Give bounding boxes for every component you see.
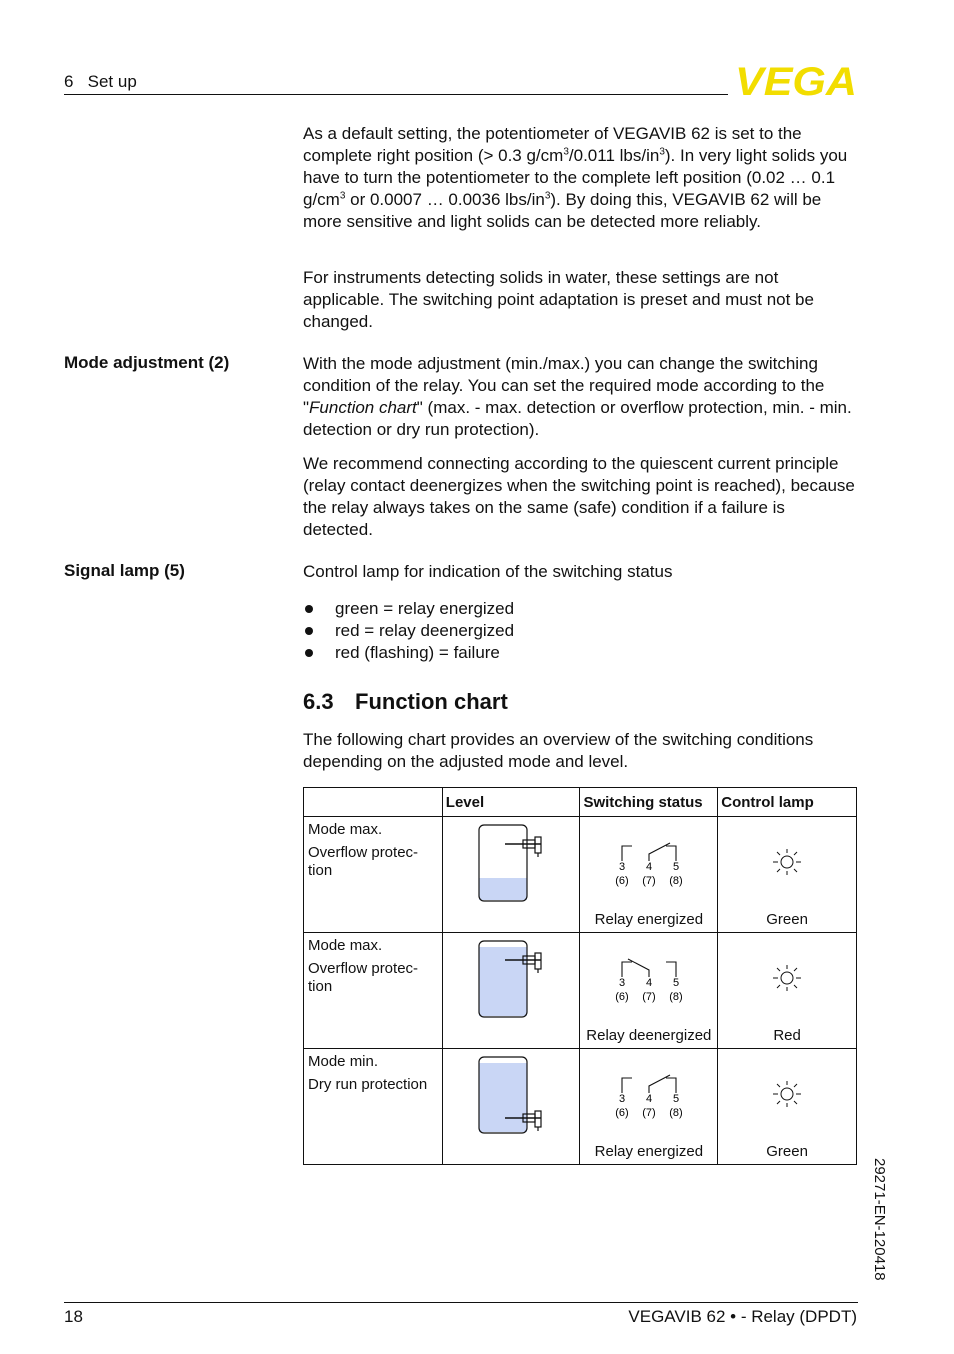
para-water: For instruments detecting solids in water, these settings are not applicable. The switching point adaptation is preset and must not be changed. xyxy=(303,268,814,331)
switching-status-label: Relay energized xyxy=(594,1143,704,1160)
bullet-icon xyxy=(305,627,313,635)
svg-text:5: 5 xyxy=(673,977,680,989)
relay-energized-icon xyxy=(580,1049,718,1144)
section-number: 6.3 xyxy=(303,689,334,714)
mode-cell: Mode max. Overflow protec- tion xyxy=(304,933,443,1049)
para-mode: With the mode adjustment (min./max.) you can change the switching condition of the relay. You can set the required mode according to the "Function chart" (max. - max. detection or overflow protection, min. - min. detection or dry run protection). xyxy=(303,354,852,439)
para-recommend: We recommend connecting according to the quiescent current principle (relay contact deenergizes when the switching point is reached), because the relay always takes on the same (safe) condition if a failure is detected. xyxy=(303,454,855,539)
header-cell-level: Level xyxy=(442,788,580,817)
lamp-cell xyxy=(718,933,857,1049)
page-number: 18 xyxy=(64,1307,83,1326)
header-section: 6 Set up xyxy=(64,72,137,91)
svg-text:5: 5 xyxy=(673,861,680,873)
svg-text:3: 3 xyxy=(619,861,626,873)
control-lamp-label: Green xyxy=(766,911,808,928)
section-heading xyxy=(303,689,508,715)
para-intro: The following chart provides an overview of the switching conditions depending on the adjusted mode and level. xyxy=(303,730,814,771)
tank-full-icon xyxy=(443,933,581,1048)
svg-text:(7): (7) xyxy=(642,991,657,1003)
level-cell xyxy=(442,817,580,933)
list-item: red (flashing) = failure xyxy=(303,642,859,664)
svg-text:3: 3 xyxy=(619,1093,626,1105)
header-cell-empty xyxy=(304,788,443,817)
control-lamp-label: Red xyxy=(773,1027,801,1044)
svg-text:(6): (6) xyxy=(615,1107,630,1119)
svg-text:(8): (8) xyxy=(669,1107,684,1119)
footer-title: VEGAVIB 62 • - Relay (DPDT) xyxy=(628,1307,857,1326)
para-lamp: Control lamp for indication of the switching status xyxy=(303,562,673,581)
svg-text:4: 4 xyxy=(646,977,653,989)
para-potentiometer: As a default setting, the potentiometer of VEGAVIB 62 is set to the complete right position (> 0.3 $g/cm^3/0.011$ lbs/$in^3$). In very light solids you have to turn the potentiometer to the complete left position (0.02 … 0.1 $g/cm^3$ or 0.0007 … 0.0036 lbs/$in^3$). By doing this, VEGAVIB 62 will be more sensitive and light solids can be detected more reliably. xyxy=(303,124,848,231)
lamp-bullet-list xyxy=(303,598,859,664)
switching-status-label: Relay deenergized xyxy=(586,1027,712,1044)
svg-text:(7): (7) xyxy=(642,1107,657,1119)
table-row xyxy=(304,817,857,933)
document-id: 29271-EN-120418 xyxy=(871,1158,888,1281)
level-cell xyxy=(442,933,580,1049)
switching-status-label: Relay energized xyxy=(594,911,704,928)
bullet-icon xyxy=(305,649,313,657)
svg-text:3: 3 xyxy=(619,977,626,989)
tank-partial-icon xyxy=(443,817,581,932)
table-header-row xyxy=(304,788,857,817)
switching-cell xyxy=(580,817,718,933)
lamp-icon xyxy=(718,933,857,1028)
relay-energized-icon xyxy=(580,817,718,912)
list-item: green = relay energized xyxy=(303,598,859,620)
svg-text:4: 4 xyxy=(646,861,653,873)
header-rule xyxy=(64,94,728,95)
tank-low-sensor-icon xyxy=(443,1049,581,1164)
header-cell-switching: Switching status xyxy=(580,788,718,817)
vega-logo xyxy=(734,64,858,98)
table-row xyxy=(304,1049,857,1165)
control-lamp-label: Green xyxy=(766,1143,808,1160)
lamp-cell xyxy=(718,1049,857,1165)
svg-text:(8): (8) xyxy=(669,991,684,1003)
signal-lamp-heading: Signal lamp (5) xyxy=(64,561,185,580)
relay-deenergized-icon xyxy=(580,933,718,1028)
mode-cell: Mode max. Overflow protec- tion xyxy=(304,817,443,933)
mode-cell: Mode min. Dry run protection xyxy=(304,1049,443,1165)
header-cell-lamp: Control lamp xyxy=(718,788,857,817)
list-item: red = relay deenergized xyxy=(303,620,859,642)
vega-logo-text: VEGA xyxy=(735,64,857,98)
table-row xyxy=(304,933,857,1049)
bullet-icon xyxy=(305,605,313,613)
function-chart-table xyxy=(303,787,857,1165)
footer-rule xyxy=(64,1302,858,1303)
section-title: Function chart xyxy=(355,689,508,714)
level-cell xyxy=(442,1049,580,1165)
mode-adjustment-heading: Mode adjustment (2) xyxy=(64,353,230,372)
switching-cell xyxy=(580,1049,718,1165)
svg-text:(6): (6) xyxy=(615,875,630,887)
lamp-icon xyxy=(718,817,857,912)
svg-text:(7): (7) xyxy=(642,875,657,887)
svg-text:4: 4 xyxy=(646,1093,653,1105)
lamp-icon xyxy=(718,1049,857,1144)
lamp-cell xyxy=(718,817,857,933)
switching-cell xyxy=(580,933,718,1049)
svg-text:5: 5 xyxy=(673,1093,680,1105)
svg-text:(8): (8) xyxy=(669,875,684,887)
svg-text:(6): (6) xyxy=(615,991,630,1003)
